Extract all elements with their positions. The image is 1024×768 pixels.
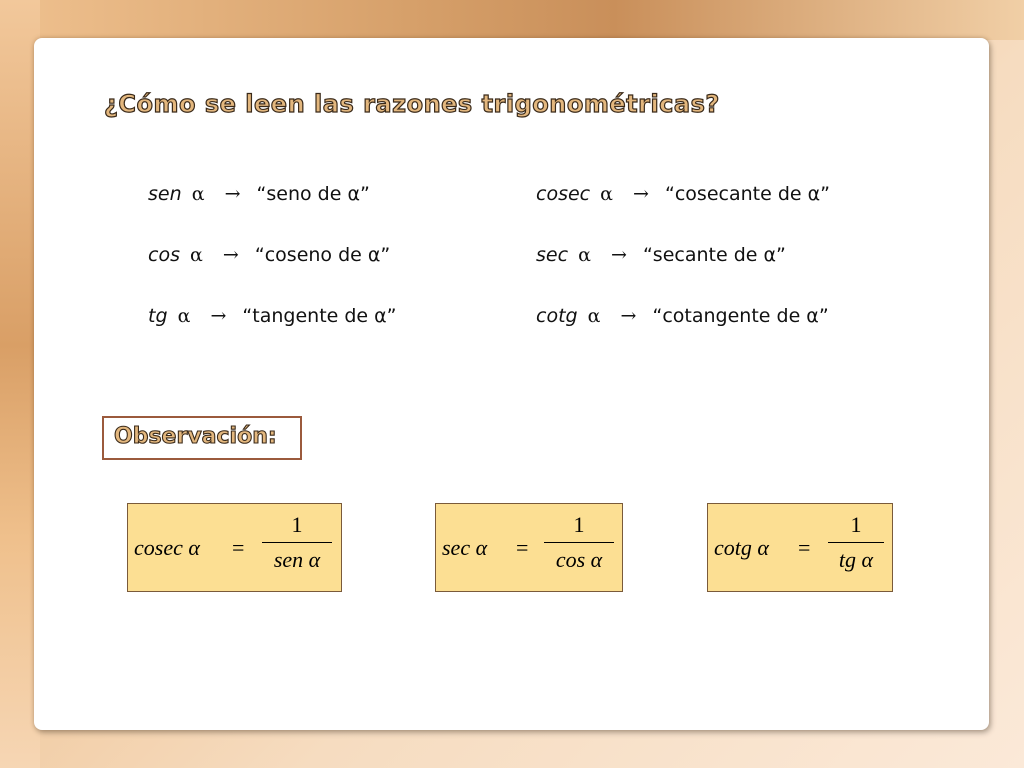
equals-sign: =	[798, 535, 811, 560]
fraction-numerator: 1	[850, 512, 862, 537]
function-name: tg	[148, 305, 168, 327]
function-name: sen	[148, 183, 182, 205]
fraction-numerator: 1	[291, 512, 303, 537]
readings-right-column	[536, 183, 830, 366]
formula-lhs: sec α	[442, 535, 488, 560]
function-name: cosec	[536, 183, 591, 205]
reading-row-sen	[148, 183, 397, 244]
arrow-icon: →	[224, 183, 241, 205]
reading-row-tg	[148, 305, 397, 366]
alpha-symbol: α	[191, 183, 205, 205]
alpha-symbol: α	[587, 305, 601, 327]
function-name: cotg	[536, 305, 578, 327]
fraction	[544, 510, 614, 575]
fraction	[262, 510, 332, 575]
equals-sign: =	[516, 535, 529, 560]
arrow-icon: →	[620, 305, 637, 327]
alpha-symbol: α	[177, 305, 191, 327]
alpha-symbol: α	[190, 244, 203, 266]
observation-label-box	[102, 416, 302, 460]
fraction-denominator: tg α	[838, 547, 874, 572]
reading-text: “secante de α”	[642, 244, 786, 266]
function-name: cos	[148, 244, 180, 266]
slide-panel	[34, 38, 989, 730]
formula-lhs: cosec α	[134, 535, 200, 560]
function-name: sec	[536, 244, 569, 266]
reading-row-sec	[536, 244, 830, 305]
arrow-icon: →	[222, 244, 239, 266]
reading-row-cos	[148, 244, 397, 305]
formula-lhs: cotg α	[714, 535, 769, 560]
alpha-symbol: α	[578, 244, 591, 266]
fraction	[828, 510, 884, 575]
arrow-icon: →	[610, 244, 627, 266]
formula-box-cosec	[127, 503, 342, 592]
background-top-band	[0, 0, 1024, 40]
reading-row-cosec	[536, 183, 830, 244]
reading-text: “cosecante de α”	[665, 183, 830, 205]
reading-text: “coseno de α”	[254, 244, 391, 266]
fraction-bar	[544, 542, 614, 543]
fraction-denominator: cos α	[555, 547, 603, 572]
formula-box-cotg	[707, 503, 893, 592]
fraction-numerator: 1	[573, 512, 585, 537]
fraction-bar	[828, 542, 884, 543]
fraction-bar	[262, 542, 332, 543]
reading-text: “tangente de α”	[242, 305, 397, 327]
alpha-symbol: α	[600, 183, 613, 205]
observation-label: Observación:	[114, 424, 277, 449]
reading-text: “seno de α”	[256, 183, 370, 205]
arrow-icon: →	[633, 183, 649, 205]
equals-sign: =	[232, 535, 245, 560]
formula-box-sec	[435, 503, 623, 592]
fraction-denominator: sen α	[273, 547, 321, 572]
readings-left-column	[148, 183, 397, 366]
reading-row-cotg	[536, 305, 830, 366]
arrow-icon: →	[210, 305, 227, 327]
slide-title: ¿Cómo se leen las razones trigonométricas?	[104, 90, 720, 118]
reading-text: “cotangente de α”	[652, 305, 829, 327]
